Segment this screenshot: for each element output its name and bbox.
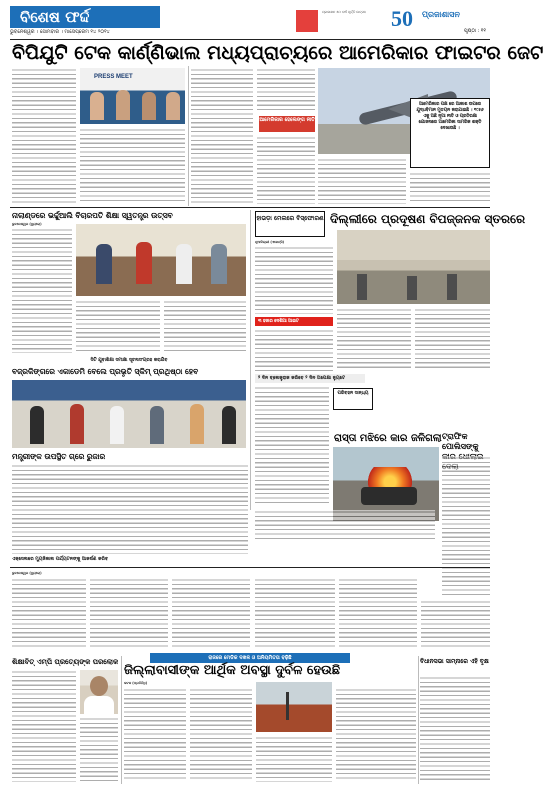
agri-headline: ଏକ୍ସେଲରେ ମ୍ୟୁଜିକାଲ ପର୍ଯ୍ୟଟନଙ୍କୁ ଆକର୍ଷଣ କରିବ: [12, 557, 109, 562]
byline: ଭୁବନେଶ୍ୱର (ବ୍ୟୁରୋ): [12, 222, 42, 226]
logo-meta-text: ପ୍ରକାଶନ ୫୦ ବର୍ଷ ପୂର୍ତ୍ତି ଉତ୍ସବ: [322, 10, 367, 14]
obituary-headline: ଶିକ୍ଷାବିତ୍ ଏମ୍‌ପି ପ୍ରତ୍ୟେଙ୍କ ପରଲୋକ: [12, 658, 119, 666]
byline: କଟକ (ପ୍ରତିନିଧି): [124, 681, 148, 685]
economy-photo: [256, 682, 332, 732]
stage-event-photo: [12, 380, 246, 448]
obituary-column-2: [80, 717, 118, 782]
delhi-column-2: [255, 329, 333, 371]
pedestrian-figure: [407, 276, 417, 300]
economy-column-2: [190, 688, 252, 782]
car-fire-body: [255, 510, 435, 540]
press-meet-photo: [80, 68, 185, 124]
burning-car: [361, 487, 417, 505]
traffic-column: [442, 456, 490, 596]
delhi-column-1: [255, 246, 333, 314]
newspaper-logo: [296, 6, 486, 36]
lead-column-1: [12, 68, 76, 204]
lower-column-6: [421, 600, 490, 650]
smog-layer: [337, 230, 490, 260]
section-title: ବିଶେଷ ଫର୍ଦ୍ଦ: [10, 6, 160, 28]
delhi-smog-photo: [337, 230, 490, 304]
masthead-rule: [10, 39, 490, 40]
person-figure: [90, 92, 104, 120]
blast-subhead: ୨ ଦିନ ବ୍ଲେକ୍ଟ୍ରାକ କରିବେ ୨ ଦିନ ଅପେକ୍ଷା ନ୍ୟୁଟେ: [255, 374, 365, 383]
logo-name: ପ୍ରଜାଶାସନ: [422, 10, 460, 19]
nalanda-event-photo: [76, 224, 246, 296]
lower-column-5: [339, 578, 417, 650]
lower-column-1: [12, 578, 86, 650]
person-figure: [96, 244, 112, 284]
logo-number: 50: [391, 6, 413, 31]
anniversary-badge: [296, 10, 318, 32]
person-figure: [136, 242, 152, 284]
car-fire-headline: ରାସ୍ତା ମଝିରେ କାର ଜଳିଗଲା: [334, 433, 442, 444]
person-figure: [190, 404, 204, 444]
economy-column-1: [124, 688, 186, 782]
lower-column-3: [172, 578, 250, 650]
delhi-column-4: [415, 308, 490, 371]
delhi-headline: ଦିଲ୍ଲୀରେ ପ୍ରଦୂଷଣ ବିପଜ୍ଜନକ ସ୍ତରରେ: [330, 212, 526, 226]
portrait-face: [90, 676, 108, 696]
obituary-column-1: [12, 670, 76, 782]
byline: ଭୁବନେଶ୍ୱର (ବ୍ୟୁରୋ): [12, 571, 42, 575]
page-number: ପୃଷ୍ଠା : ୧୧: [464, 28, 486, 34]
pedestrian-figure: [357, 274, 367, 300]
lead-column-3: [191, 68, 253, 204]
masthead-section: [10, 6, 250, 36]
lead-column-6: [318, 158, 406, 204]
column-rule: [188, 66, 189, 206]
nalanda-column-2: [76, 300, 160, 353]
economy-headline: ଜିଲ୍ଲାବାସୀଙ୍କ ଆର୍ଥିକ ଅବସ୍ଥା ଦୁର୍ବଳ ହେଉଛି: [124, 663, 341, 678]
person-figure: [70, 404, 84, 444]
lead-column-7: [410, 172, 490, 204]
column-rule: [121, 656, 122, 784]
transport-badge: ପରିବହନ ସାନ୍ଧ୍ୟ: [333, 388, 373, 410]
traffic-police-headline: ଟ୍ରାଫିକ ପୋଲିସଙ୍କୁ: [442, 432, 479, 451]
person-figure: [211, 244, 227, 284]
obituary-portrait: [80, 670, 118, 714]
nalanda-headline-2: ବଜ୍ରକିଙ୍ଗରେ ଏକାଡେମି ବେଲେ ପ୍ରଭୃତି ସ୍କିମ୍ ପ୍ରଥିଷ୍ଠା ହେବ: [12, 367, 199, 376]
assembly-headline: ବିଧାନସଭା ସାମ୍ନାରେ ଏହି ବୃକ୍ଷ: [420, 658, 489, 665]
lead-quote-box: ଆମେରିକାର ପକ୍ଷ ରେ ଆକାଶ ଉପରେ ଯୁଦ୍ଧବିମାନ ମୁତୟନ କରାଯାଇଛି । ୧୯୫୬ ଏକୁ ଅଛି ନୂଆ ନୀତି ଓ ପ୍ରତିରକ୍ଷା ଯୋଜନାରେ ଆମେରିକା ସାମରିକ ଶକ୍ତି ଦେଖାଉଛି ।: [410, 98, 490, 168]
nalanda-column-3: [164, 300, 246, 353]
person-figure: [116, 90, 130, 120]
bottom-band: ରାଜରେ ମେଡିକ ଦଖଳ ଓ ଅନିୟମିତତା ବଢ଼ିଛି: [150, 653, 350, 663]
economy-column-4: [336, 688, 416, 782]
delhi-column-5: [255, 386, 329, 506]
delhi-box-head: ହାଭଡ଼ା ମେଲରେ ବିସ୍ଫୋରଣ: [255, 211, 325, 237]
delhi-kicker: ୩ ହଜାର ଦେଶିଆ ଆଇଟ: [255, 317, 333, 326]
lower-column-2: [90, 578, 168, 650]
economy-column-3: [256, 736, 332, 782]
date-line: ଭୁବନେଶ୍ୱର । ସୋମବାର । ମାସେପ୍ରେମ ୧୪ ୨୦୧୪: [10, 29, 110, 35]
section-rule: [10, 567, 490, 568]
red-highlight-box: ଆମେରିକାର ହେଲେଙ୍ଗ ନୀତି: [259, 116, 315, 132]
press-meet-banner: PRESS MEET: [94, 74, 133, 80]
pole: [286, 692, 289, 720]
byline: ନୂଆଦିଲ୍ଲୀ (ଏଜେନ୍ସି): [255, 240, 285, 244]
lower-column-4: [255, 578, 335, 650]
delhi-column-3: [337, 308, 411, 371]
nalanda-column-1: [12, 228, 72, 353]
person-figure: [166, 92, 180, 120]
assembly-column: [420, 676, 490, 782]
column-rule: [418, 656, 419, 784]
minister-headline: ମନ୍ତ୍ରୀଙ୍କ ଉପସ୍ଥିତ ଗ୍ରେ ରୁଜାର: [12, 452, 106, 461]
pedestrian-figure: [447, 274, 457, 300]
person-figure: [222, 406, 236, 444]
lead-column-2: [80, 128, 185, 204]
person-figure: [30, 406, 44, 444]
person-figure: [176, 244, 192, 284]
minister-body: [12, 464, 248, 554]
portrait-shoulders: [84, 696, 114, 714]
column-rule: [250, 210, 251, 510]
lead-column-4: [257, 68, 315, 112]
lead-headline: ବିପିଯୁଟି ଟେକ କାର୍ଣ୍ଣିଭାଲ ମଧ୍ୟପ୍ରାଚ୍ୟରେ ଆମେରିକାର ଫାଇଟର ଜେଟ: [12, 42, 543, 64]
person-figure: [150, 406, 164, 444]
person-figure: [110, 406, 124, 444]
person-figure: [142, 92, 156, 120]
nalanda-subhead: ସିଟି ଯୁବାଶିକ୍ଷା ସମୀକ୍ଷା ସୂଚନାସଂଗ୍ରହ କରାଯିବ: [90, 358, 168, 363]
lead-column-5: [257, 136, 315, 204]
section-rule: [10, 207, 490, 208]
nalanda-headline: ନାଲାଣ୍ଡରେ ଭର୍ଚ୍ଚୁଆଲି ବିଚାରପତି ଶିକ୍ଷା ସ୍ୱତନ୍ତ୍ର ଉତ୍ସବ: [12, 211, 173, 220]
